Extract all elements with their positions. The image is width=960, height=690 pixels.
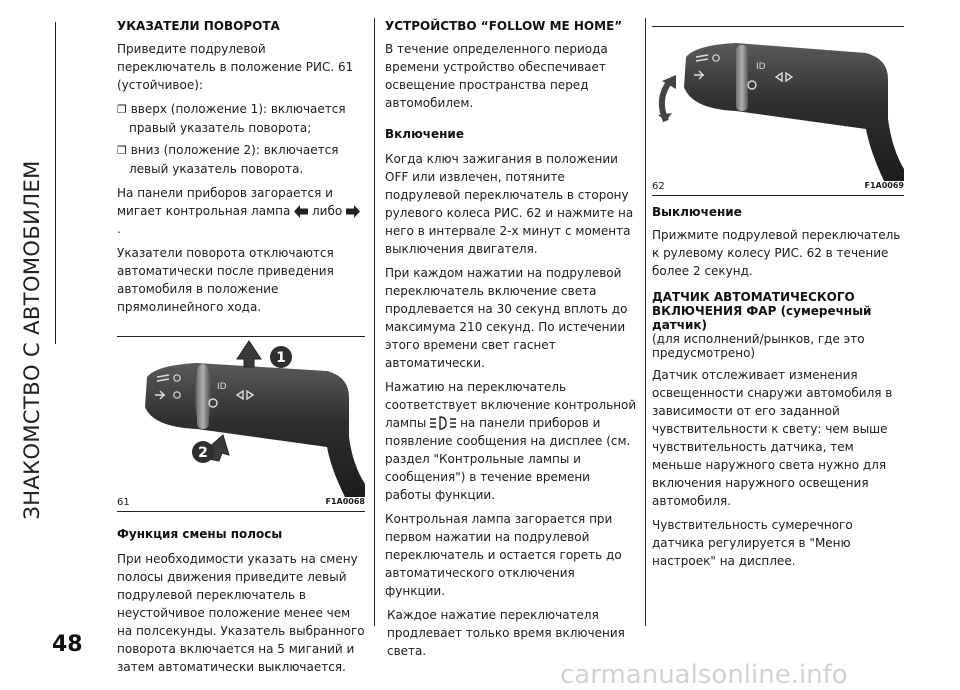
turn-lamp-text: На панели приборов загорается и мигает контрольная лампа либо . [117, 184, 365, 238]
stalk-illustration-62 [652, 27, 904, 181]
callout-2: 2 [198, 445, 208, 461]
heading-dusk-sensor-2: ВКЛЮЧЕНИЯ ФАР (сумеречный датчик) [652, 304, 872, 332]
heading-deactivation: Выключение [652, 205, 742, 219]
turn-left-arrow-icon [294, 205, 308, 218]
manual-page: ЗНАКОМСТВО С АВТОМОБИЛЕМ УКАЗАТЕЛИ ПОВОРОТА Приведите подрулевой переключатель в положение РИС. 61 (устойчивое): ❐ вверх (положение 1): включается правый указатель поворота; ❐ вниз (положение 2): включается левый указатель поворота. На панели приборов загорается и мигает контрольная лампа либо . Указатели поворота отключаются автоматически после приведения автомобиля в положение прямолинейного хода. ID 1 2 61 F1A0068 Функция смены полосы При необходимости указать на смену полосы движения приведите левый подрулевой переключатель в неустойчивое положение менее чем на полсекунды. Указатель выбранного поворота включается на 5 миганий и затем автоматически выключается. УСТРОЙСТВО “FOLLOW ME HOME” В течение определенного периода времени устройство обеспечивает освещение пространства перед автомобилем. Включение Когда ключ зажигания в положении OFF или извлечен, потяните подрулевой переключатель в сторону рулевого колеса РИС. 62 и нажмите на него в интервале 2-х минут с момента выключения двигателя. При каждом нажатии на подрулевой переключатель включение света продлевается на 30 секунд вплоть до максимума 210 секунд. По истечении этого времени свет гаснет автоматически. Нажатию на переключатель соответствует включение контрольной лампы на панели приборов и появление сообщения на дисплее (см. раздел "Контрольные лампы и сообщения") в течение времени работы функции. Контрольная лампа загорается при первом нажатии на подрулевой переключатель и остается гореть до автоматического отключения функции. Каждое нажатие переключателя продлевает только время включения света. ID 62 F1A0069 Выключение Прижмите подрулевой переключатель к рулевому колесу РИС. 62 в течение более 2 секунд. ДАТЧИК АВТОМАТИЧЕСКОГО ВКЛЮЧЕНИЯ ФАР (сумеречный датчик) (для исполнений/рынков, где это предусмотрено) Датчик отслеживает изменения освещенности снаружи автомобиля в зависимости от его заданной чувствительности к свету: чем выше чувствительность датчика, тем меньше наружного света нужно для включения наружного освещения автомобиля. Чувствительность сумеречного датчика регулируется в "Меню настроек" на дисплее. 48 carmanualsonline.info [20, 19, 904, 690]
deactivation-text: Прижмите подрулевой переключатель к рулевому колесу РИС. 62 в течение более 2 секунд. [652, 228, 901, 278]
turn-right-arrow-icon [346, 205, 360, 218]
fmh-intro: В течение определенного периода времени устройство обеспечивает освещение пространства перед автомобилем. [385, 42, 608, 110]
turn-intro: Приведите подрулевой переключатель в положение РИС. 61 (устойчивое): [117, 42, 354, 92]
section-divider [55, 22, 56, 344]
heading-activation: Включение [385, 127, 464, 141]
watermark: carmanualsonline.info [560, 660, 848, 690]
figure-caption-61: 61 F1A0068 [117, 497, 365, 512]
follow-me-home-lamp-icon [430, 416, 456, 430]
page-number: 48 [52, 632, 83, 657]
fmh-note: Каждое нажатие переключателя продлевает только время включения света. [387, 608, 625, 658]
column-follow-me-home [385, 18, 637, 660]
column-deactivation-sensor [652, 18, 904, 570]
sensor-availability-note: (для исполнений/рынков, где это предусмотрено) [652, 332, 865, 360]
column-divider [374, 18, 375, 626]
turn-auto-off: Указатели поворота отключаются автоматически после приведения автомобиля в положение прямолинейного хода. [117, 246, 334, 314]
bullet-left: ❐ вниз (положение 2): включается левый указатель поворота. [117, 143, 339, 176]
heading-follow-me-home: УСТРОЙСТВО “FOLLOW ME HOME” [385, 19, 623, 33]
heading-turn-signals: УКАЗАТЕЛИ ПОВОРОТА [117, 19, 280, 33]
stalk-illustration-61 [117, 337, 365, 497]
fmh-activation-text: Когда ключ зажигания в положении OFF или извлечен, потяните подрулевой переключатель в сторону рулевого колеса РИС. 62 и нажмите на него в интервале 2-х минут с момента выключения двигателя. [385, 152, 634, 256]
fmh-lamp-text: Нажатию на переключатель соответствует включение контрольной лампы на панели приборов и появление сообщения на дисплее (см. раздел "Контрольные лампы и сообщения") в течение времени работы функции. [385, 380, 637, 502]
figure-62 [652, 26, 904, 196]
svg-text:ID: ID [217, 382, 227, 392]
svg-text:ID: ID [756, 62, 766, 72]
sensitivity-text: Чувствительность сумеречного датчика регулируется в "Меню настроек" на дисплее. [652, 518, 853, 568]
column-divider [645, 18, 646, 626]
bullet-right: ❐ вверх (положение 1): включается правый указатель поворота; [117, 102, 346, 135]
fmh-first-press: Контрольная лампа загорается при первом нажатии на подрулевой переключатель и остается гореть до автоматического отключения функции. [385, 512, 622, 598]
lane-change-text: При необходимости указать на смену полосы движения приведите левый подрулевой переключатель в неустойчивое положение менее чем на полсекунды. Указатель выбранного поворота включается на 5 миганий и затем автоматически выключается. [117, 552, 365, 674]
figure-caption-62: 62 F1A0069 [652, 181, 904, 196]
sensor-text: Датчик отслеживает изменения освещенности снаружи автомобиля в зависимости от его заданной чувствительности к свету: чем выше чувствительность датчика, тем меньше наружного света нужно для включения наружного освещения автомобиля. [652, 368, 893, 508]
fmh-press-text: При каждом нажатии на подрулевой переключатель включение света продлевается на 30 секунд вплоть до максимума 210 секунд. По истечении этого времени свет гаснет автоматически. [385, 266, 628, 370]
heading-lane-change: Функция смены полосы [117, 527, 283, 541]
column-turn-signals [117, 18, 365, 676]
heading-dusk-sensor-1: ДАТЧИК АВТОМАТИЧЕСКОГО [652, 290, 855, 304]
figure-61 [117, 336, 365, 512]
callout-1: 1 [276, 350, 286, 366]
